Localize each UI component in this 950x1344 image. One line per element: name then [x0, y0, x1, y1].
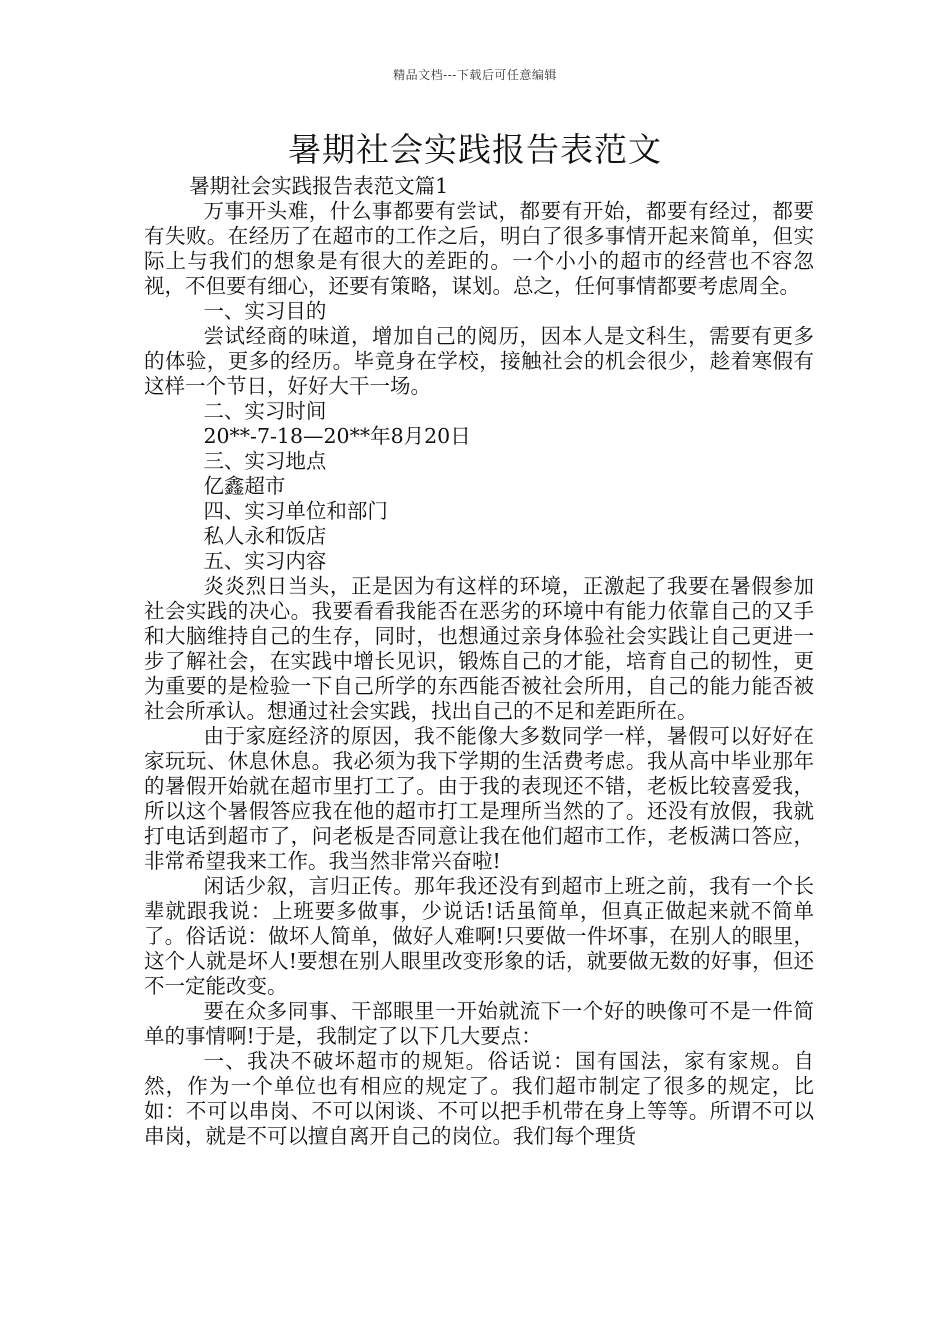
document-title: 暑期社会实践报告表范文 — [288, 130, 662, 169]
section-heading: 三、实习地点 — [203, 449, 327, 473]
paragraph: 万事开头难，什么事都要有尝试，都要有开始，都要有经过，都要有失败。在经历了在超市的工作之后，明白了很多事情开起来简单，但实际上与我们的想象是有很大的差距的。一个小小的超市的经营也不容忽视，不但要有细心，还要有策略，谋划。总之，任何事情都要考虑周全。 — [144, 199, 814, 298]
paragraph: 炎炎烈日当头，正是因为有这样的环境，正激起了我要在暑假参加社会实践的决心。我要看看我能否在恶劣的环境中有能力依靠自己的又手和大脑维持自己的生存，同时，也想通过亲身体验社会实践让自己更进一步了解社会，在实践中增长见识，锻炼自己的才能，培育自己的韧性，更为重要的是检验一下自己所学的东西能否被社会所用，自己的能力能否被社会所承认。想通过社会实践，找出自己的不足和差距所在。 — [144, 574, 814, 723]
paragraph: 私人永和饭店 — [203, 524, 327, 548]
section-heading: 五、实习内容 — [203, 549, 327, 573]
document-body — [144, 174, 814, 1149]
paragraph: 闲话少叙，言归正传。那年我还没有到超市上班之前，我有一个长辈就跟我说：上班要多做事，少说话!话虽简单，但真正做起来就不简单了。俗话说：做坏人简单，做好人难啊!只要做一件坏事，在别人的眼里，这个人就是坏人!要想在别人眼里改变形象的话，就要做无数的好事，但还不一定能改变。 — [144, 874, 814, 998]
section-heading: 一、实习目的 — [203, 299, 327, 323]
paragraph: 20**-7-18—20**年8月20日 — [203, 424, 471, 448]
section-subtitle: 暑期社会实践报告表范文篇1 — [189, 174, 449, 198]
paragraph: 尝试经商的味道，增加自己的阅历，因本人是文科生，需要有更多的体验，更多的经历。毕竟身在学校，接触社会的机会很少，趁着寒假有这样一个节日，好好大干一场。 — [144, 324, 814, 398]
paragraph: 一、我决不破坏超市的规矩。俗话说：国有国法，家有家规。自然，作为一个单位也有相应的规定了。我们超市制定了很多的规定，比如：不可以串岗、不可以闲谈、不可以把手机带在身上等等。所谓不可以串岗，就是不可以擅自离开自己的岗位。我们每个理货 — [144, 1049, 814, 1148]
paragraph: 要在众多同事、干部眼里一开始就流下一个好的映像可不是一件简单的事情啊!于是，我制定了以下几大要点： — [144, 999, 814, 1048]
section-heading: 二、实习时间 — [203, 399, 327, 423]
paragraph: 由于家庭经济的原因，我不能像大多数同学一样，暑假可以好好在家玩玩、休息休息。我必须为我下学期的生活费考虑。我从高中毕业那年的暑假开始就在超市里打工了。由于我的表现还不错，老板比较喜爱我，所以这个暑假答应我在他的超市打工是理所当然的了。还没有放假，我就打电话到超市了，问老板是否同意让我在他们超市工作，老板满口答应，非常希望我来工作。我当然非常兴奋啦! — [144, 724, 814, 873]
header-note: 精品文档---下载后可任意编辑 — [393, 68, 557, 82]
section-heading: 四、实习单位和部门 — [203, 499, 388, 523]
paragraph: 亿鑫超市 — [203, 474, 286, 498]
